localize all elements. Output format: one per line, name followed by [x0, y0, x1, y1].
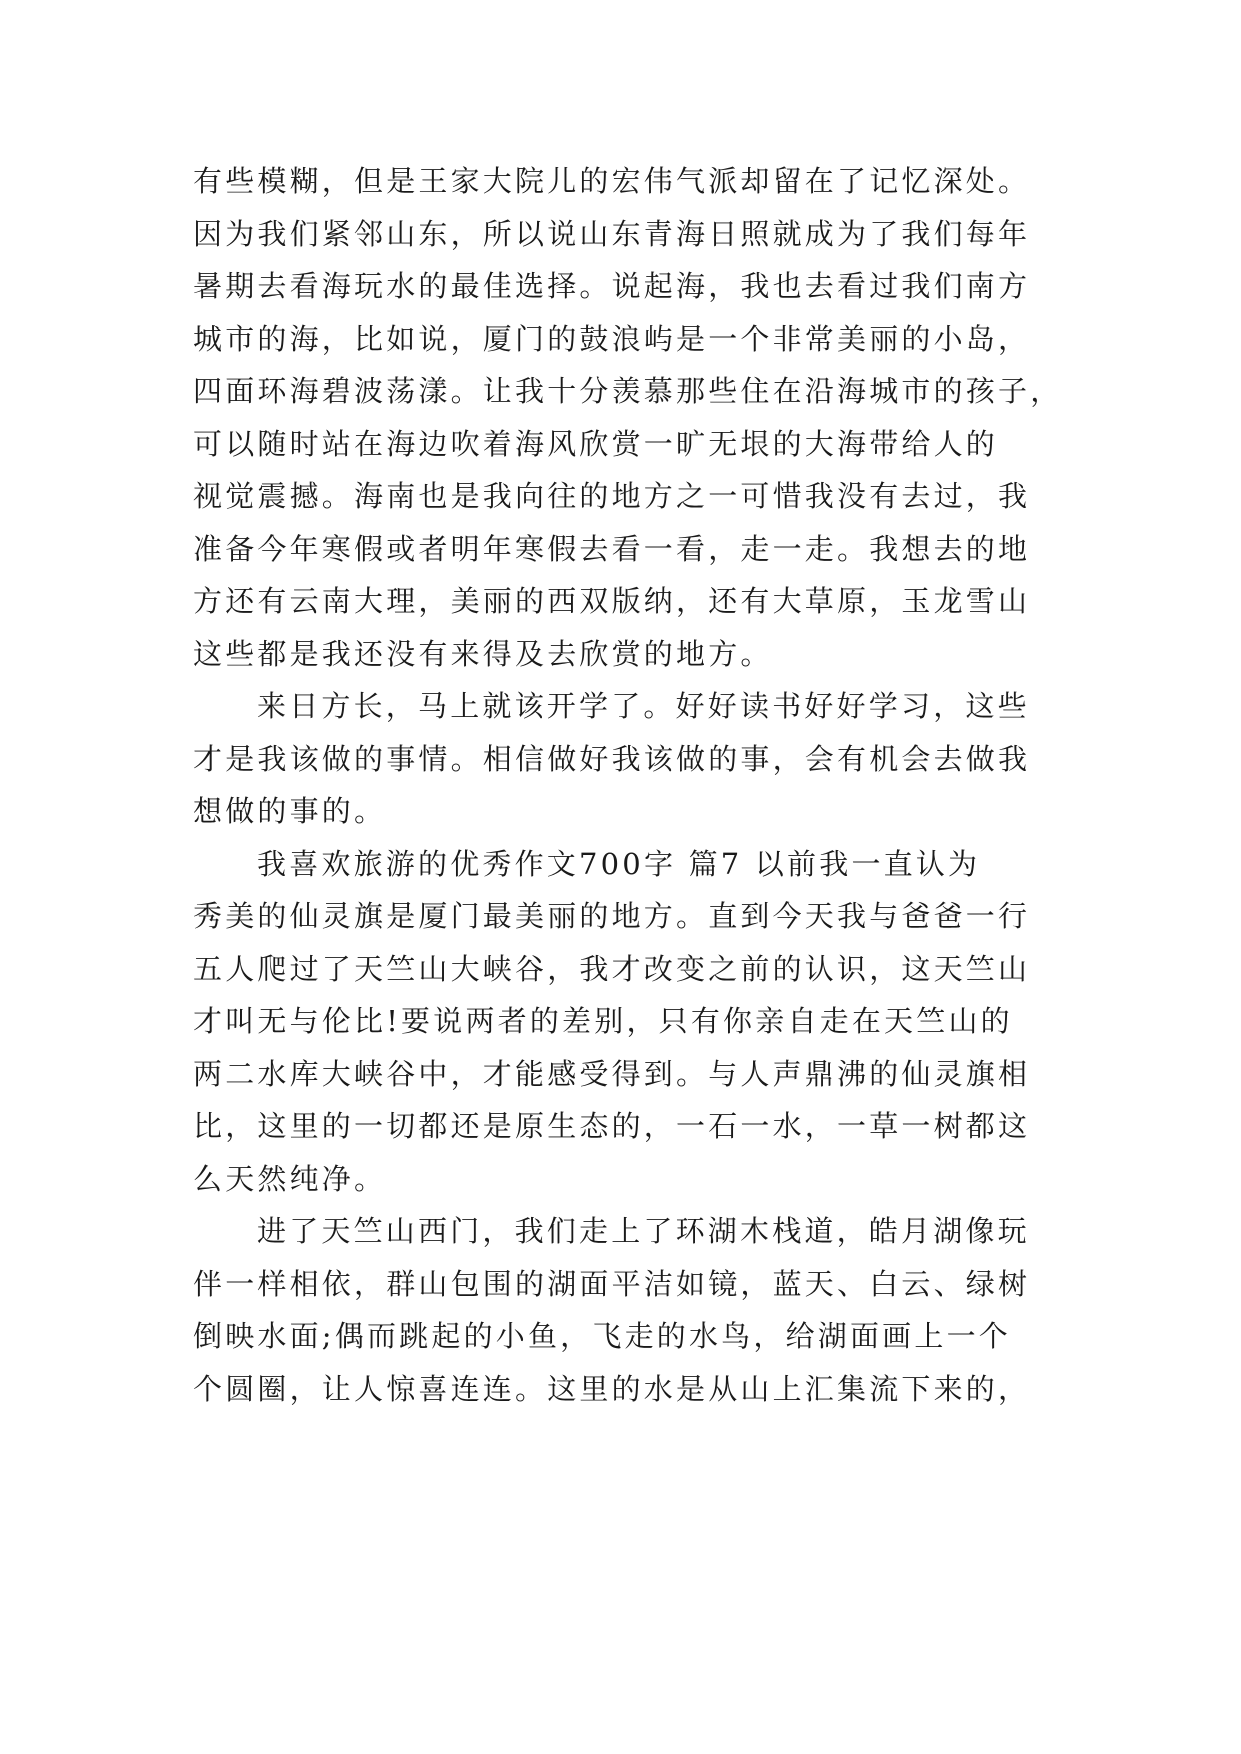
text-line: 秀美的仙灵旗是厦门最美丽的地方。直到今天我与爸爸一行	[193, 899, 1031, 933]
document-body	[193, 155, 1073, 1415]
text-line: 倒映水面;偶而跳起的小鱼，飞走的水鸟，给湖面画上一个	[193, 1319, 1011, 1353]
text-line: 来日方长，马上就该开学了。好好读书好好学习，这些	[257, 689, 1030, 723]
text-line: 暑期去看海玩水的最佳选择。说起海，我也去看过我们南方	[193, 269, 1031, 303]
text-line: 有些模糊，但是王家大院儿的宏伟气派却留在了记忆深处。	[193, 164, 1031, 198]
text-line: 方还有云南大理，美丽的西双版纳，还有大草原，玉龙雪山	[193, 584, 1031, 618]
text-line: 这些都是我还没有来得及去欣赏的地方。	[193, 636, 773, 671]
text-line: 城市的海，比如说，厦门的鼓浪屿是一个非常美丽的小岛，	[193, 321, 1031, 356]
text-line: 视觉震撼。海南也是我向往的地方之一可惜我没有去过，我	[193, 479, 1031, 513]
text-line: 因为我们紧邻山东，所以说山东青海日照就成为了我们每年	[193, 216, 1031, 251]
text-line: 两二水库大峡谷中，才能感受得到。与人声鼎沸的仙灵旗相	[193, 1056, 1031, 1091]
text-line: 么天然纯净。	[193, 1161, 387, 1196]
text-line: 四面环海碧波荡漾。让我十分羡慕那些住在沿海城市的孩子，	[193, 374, 1063, 408]
text-line: 进了天竺山西门，我们走上了环湖木栈道，皓月湖像玩	[257, 1214, 1030, 1248]
text-line: 伴一样相依，群山包围的湖面平洁如镜，蓝天、白云、绿树	[193, 1266, 1031, 1301]
text-line: 想做的事的。	[193, 794, 387, 828]
text-line: 才叫无与伦比!要说两者的差别，只有你亲自走在天竺山的	[193, 1004, 1013, 1038]
text-line: 才是我该做的事情。相信做好我该做的事，会有机会去做我	[193, 741, 1031, 776]
text-line: 个圆圈，让人惊喜连连。这里的水是从山上汇集流下来的，	[193, 1371, 1031, 1406]
text-line: 五人爬过了天竺山大峡谷，我才改变之前的认识，这天竺山	[193, 951, 1031, 986]
text-line: 准备今年寒假或者明年寒假去看一看，走一走。我想去的地	[193, 531, 1031, 566]
text-line: 我喜欢旅游的优秀作文700字 篇7 以前我一直认为	[257, 846, 981, 881]
text-line: 比，这里的一切都还是原生态的，一石一水，一草一树都这	[193, 1109, 1031, 1143]
text-line: 可以随时站在海边吹着海风欣赏一旷无垠的大海带给人的	[193, 426, 999, 461]
